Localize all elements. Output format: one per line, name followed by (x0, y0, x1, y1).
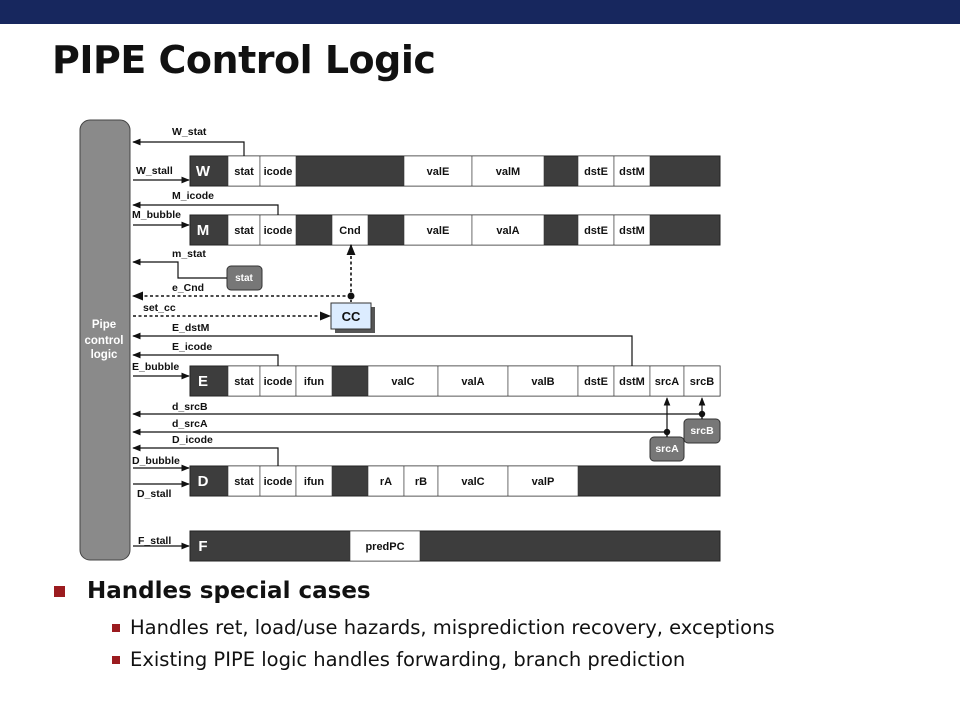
D-field-rB: rB (414, 476, 428, 488)
register-F (190, 531, 720, 561)
control-label-3: logic (90, 349, 118, 361)
slide-title: PIPE Control Logic (52, 38, 436, 82)
label-E_icode: E_icode (172, 341, 213, 353)
junction-srcA (664, 429, 670, 435)
label-m_stat: m_stat (172, 248, 206, 260)
E-field-stat: stat (234, 376, 254, 388)
label-set_cc: set_cc (143, 302, 176, 314)
D-field-valC: valC (461, 476, 485, 488)
E-field-valA: valA (461, 376, 485, 388)
D-field-ifun: ifun (303, 476, 325, 488)
label-W_stat: W_stat (172, 126, 207, 138)
W-field-dstM: dstM (619, 166, 645, 178)
M-field-stat: stat (234, 225, 254, 237)
label-D_icode: D_icode (172, 434, 213, 446)
label-F_stall: F_stall (138, 535, 172, 547)
D-field-valP: valP (531, 476, 555, 488)
E-field-dstM: dstM (619, 376, 645, 388)
srcA-box-label: srcA (655, 443, 679, 455)
register-M-label: M (196, 222, 210, 239)
E-field-icode: icode (263, 376, 293, 388)
E-field-ifun: ifun (303, 376, 325, 388)
D-field-rA: rA (379, 476, 393, 488)
bullet-list (52, 578, 932, 680)
W-field-valM: valM (495, 166, 521, 178)
register-M (190, 215, 720, 245)
label-W_stall: W_stall (136, 165, 173, 177)
label-d_srcA: d_srcA (172, 418, 208, 430)
register-E-label: E (197, 373, 209, 390)
wire-m_stat (133, 262, 227, 278)
bullet-main-text: Handles special cases (87, 578, 371, 604)
bullet-sub-2 (112, 648, 932, 671)
E-field-srcA: srcA (654, 376, 680, 388)
square-bullet-icon (54, 586, 65, 597)
M-field-icode: icode (263, 225, 293, 237)
register-W (190, 156, 720, 186)
M-field-valE: valE (426, 225, 450, 237)
wire-W_stat (133, 142, 244, 156)
E-field-srcB: srcB (689, 376, 715, 388)
wire-d_srcB (133, 414, 702, 419)
E-field-dstE: dstE (584, 376, 608, 388)
label-D_bubble: D_bubble (132, 455, 180, 467)
D-field-icode: icode (263, 476, 293, 488)
bullet-sub-1-text: Handles ret, load/use hazards, misprediction recovery, exceptions (130, 616, 775, 639)
bullet-sub-2-text: Existing PIPE logic handles forwarding, branch prediction (130, 648, 686, 671)
M-field-dstM: dstM (619, 225, 645, 237)
control-label-1: Pipe (91, 319, 117, 331)
cc-box-label: CC (341, 309, 361, 324)
W-field-dstE: dstE (584, 166, 608, 178)
register-D (190, 466, 720, 496)
bullet-main (52, 578, 932, 604)
E-field-valC: valC (391, 376, 415, 388)
junction-e_Cnd (348, 293, 355, 300)
junction-srcB (699, 411, 705, 417)
srcB-box-label: srcB (690, 425, 714, 437)
register-D-label: D (197, 473, 209, 490)
label-d_srcB: d_srcB (172, 401, 208, 413)
W-field-stat: stat (234, 166, 254, 178)
label-M_icode: M_icode (172, 190, 215, 202)
F-field-predPC: predPC (365, 541, 405, 553)
label-E_dstM: E_dstM (172, 322, 210, 334)
M-field-dstE: dstE (584, 225, 608, 237)
square-bullet-icon (112, 624, 120, 632)
label-M_bubble: M_bubble (132, 209, 181, 221)
M-field-Cnd: Cnd (339, 225, 361, 237)
square-bullet-icon (112, 656, 120, 664)
W-field-valE: valE (426, 166, 450, 178)
label-D_stall: D_stall (137, 488, 172, 500)
register-E (190, 366, 720, 396)
label-e_Cnd: e_Cnd (172, 282, 205, 294)
wire-d_srcA (133, 432, 667, 437)
label-E_bubble: E_bubble (132, 361, 180, 373)
E-field-valB: valB (531, 376, 555, 388)
D-field-stat: stat (234, 476, 254, 488)
W-field-icode: icode (263, 166, 293, 178)
register-W-label: W (195, 163, 211, 180)
register-F-label: F (198, 538, 208, 555)
control-label-2: control (84, 335, 124, 347)
M-field-valA: valA (496, 225, 520, 237)
bullet-sub-1 (112, 616, 932, 639)
stat-box-label: stat (235, 273, 253, 284)
